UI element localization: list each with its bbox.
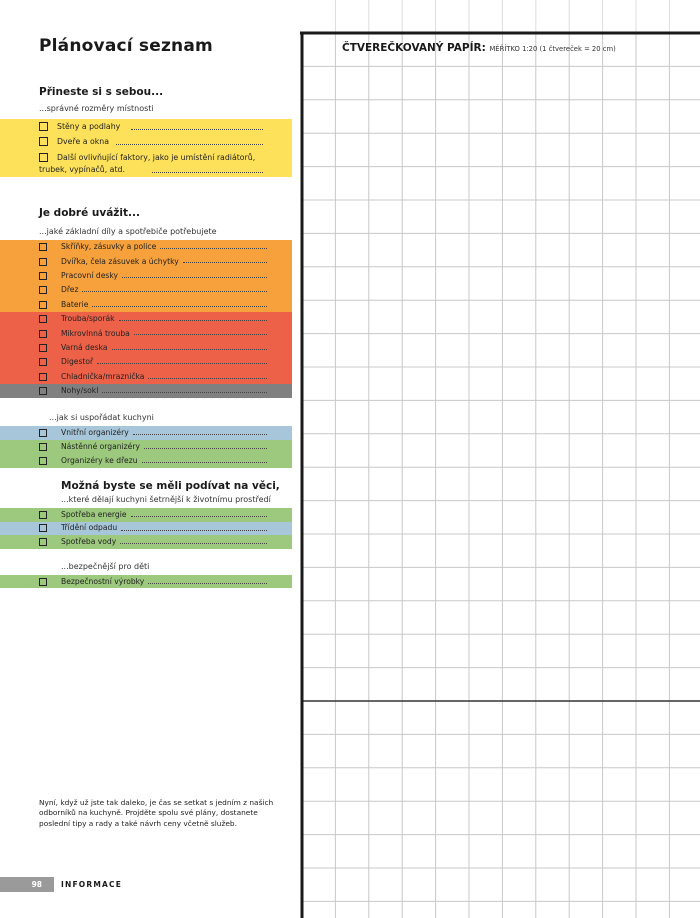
bring-subtext: ...správné rozměry místnosti — [39, 104, 154, 113]
kids-subtext: ...bezpečnější pro děti — [61, 562, 150, 571]
checklist-label: Nástěnné organizéry — [61, 442, 140, 451]
checkbox[interactable] — [39, 373, 47, 381]
checkbox[interactable] — [39, 578, 47, 586]
checklist-label: Vnitřní organizéry — [61, 428, 129, 437]
fill-line — [148, 378, 267, 379]
fill-line — [92, 306, 267, 307]
checkbox[interactable] — [39, 301, 47, 309]
fill-line — [183, 262, 267, 263]
footnote: Nyní, když už jste tak daleko, je čas se setkat s jedním z našich odborníků na kuchyně. Projděte spolu své plány, dostanete poslední tipy a rady a také návrh ceny včetně služeb. — [39, 798, 274, 828]
footer-label: INFORMACE — [61, 880, 123, 889]
checkbox[interactable] — [39, 358, 47, 366]
checkbox[interactable] — [39, 538, 47, 546]
checklist-label: Mikrovlnná trouba — [61, 328, 130, 338]
checklist-row — [0, 535, 292, 549]
checkbox[interactable] — [39, 243, 47, 251]
eco-heading: Možná byste se měli podívat na věci, — [61, 480, 280, 492]
think-heading: Je dobré uvážit... — [39, 207, 140, 219]
fill-line — [144, 448, 267, 449]
fill-line — [112, 349, 267, 350]
checklist-label: Dřez — [61, 285, 79, 295]
checklist-row — [0, 454, 292, 468]
fill-line — [121, 530, 267, 531]
bring-heading: Přineste si s sebou... — [39, 86, 164, 98]
checklist-label: Baterie — [61, 299, 89, 309]
grid-title-text: ČTVEREČKOVANÝ PAPÍR: — [342, 42, 486, 54]
checklist-label: Chladnička/mraznička — [61, 371, 145, 381]
eco-subtext: ...které dělají kuchyni šetrnější k životnímu prostředí — [61, 495, 271, 504]
checklist-label: Dvířka, čela zásuvek a úchytky — [61, 256, 179, 266]
checklist-label: Třídění odpadu — [61, 523, 118, 533]
checkbox[interactable] — [39, 429, 47, 437]
think-subtext: ...jaké základní díly a spotřebiče potřebujete — [39, 227, 217, 236]
checklist-row — [0, 508, 292, 522]
checklist-row — [0, 240, 292, 254]
checklist-page — [0, 0, 300, 918]
checklist-row — [0, 384, 292, 398]
grid-paper — [300, 0, 700, 918]
checklist-row — [0, 312, 292, 326]
checkbox[interactable] — [39, 443, 47, 451]
page-title: Plánovací seznam — [39, 36, 213, 56]
checklist-label: Pracovní desky — [61, 270, 118, 280]
fill-line — [97, 363, 267, 364]
checkbox[interactable] — [39, 315, 47, 323]
checkbox[interactable] — [39, 511, 47, 519]
checkbox[interactable] — [39, 524, 47, 532]
checklist-row — [0, 269, 292, 283]
fill-line — [102, 392, 267, 393]
fill-line — [148, 583, 267, 584]
page-number: 98 — [31, 880, 42, 889]
item-other-factors-line2: trubek, vypínačů, atd. — [39, 165, 125, 174]
fill-line — [131, 129, 263, 130]
checkbox[interactable] — [39, 344, 47, 352]
checklist-label: Organizéry ke dřezu — [61, 456, 138, 465]
fill-line — [82, 291, 267, 292]
checklist-row — [0, 298, 292, 312]
bring-list — [0, 119, 292, 177]
checklist-row — [0, 326, 292, 340]
page-number-tab — [0, 877, 54, 892]
organize-subtext: ...jak si uspořádat kuchyni — [49, 413, 154, 422]
fill-line — [116, 144, 263, 145]
fill-line — [142, 462, 267, 463]
checklist-row — [0, 355, 292, 369]
checklist-row — [0, 522, 292, 536]
grid-paper-page — [300, 0, 700, 918]
checkbox-other-factors[interactable] — [39, 153, 48, 162]
checklist-row — [0, 254, 292, 268]
checkbox[interactable] — [39, 457, 47, 465]
fill-line — [133, 434, 267, 435]
checklist-label: Nohy/sokl — [61, 386, 99, 396]
item-other-factors-line1: Další ovlivňující faktory, jako je umístění radiátorů, — [57, 153, 256, 162]
checklist-label: Spotřeba vody — [61, 536, 117, 546]
checklist-label: Digestoř — [61, 357, 94, 367]
checklist-label: Bezpečnostní výrobky — [61, 576, 145, 586]
fill-line — [120, 543, 267, 544]
checklist-row — [0, 426, 292, 440]
checkbox[interactable] — [39, 387, 47, 395]
checkbox[interactable] — [39, 272, 47, 280]
fill-line — [122, 277, 267, 278]
fill-line — [131, 516, 267, 517]
checklist-label: Trouba/sporák — [61, 314, 115, 324]
fill-line — [152, 172, 263, 173]
checklist-row — [0, 440, 292, 454]
checkbox-doors-windows[interactable] — [39, 137, 48, 146]
fill-line — [134, 334, 267, 335]
checkbox[interactable] — [39, 258, 47, 266]
checklist-label: Varná deska — [61, 342, 108, 352]
item-doors-windows-label: Dveře a okna — [57, 137, 109, 146]
checkbox[interactable] — [39, 330, 47, 338]
checklist-row — [0, 575, 292, 588]
checklist-row — [0, 341, 292, 355]
checklist-label: Spotřeba energie — [61, 509, 127, 519]
grid-title — [342, 42, 616, 54]
checkbox-walls[interactable] — [39, 122, 48, 131]
checklist-label: Skříňky, zásuvky a police — [61, 242, 157, 252]
fill-line — [160, 248, 267, 249]
checklist-row — [0, 370, 292, 384]
grid-scale: MĚŘÍTKO 1:20 (1 čtvereček = 20 cm) — [489, 45, 616, 53]
checkbox[interactable] — [39, 286, 47, 294]
item-walls-label: Stěny a podlahy — [57, 122, 121, 131]
checklist-row — [0, 283, 292, 297]
fill-line — [119, 320, 267, 321]
